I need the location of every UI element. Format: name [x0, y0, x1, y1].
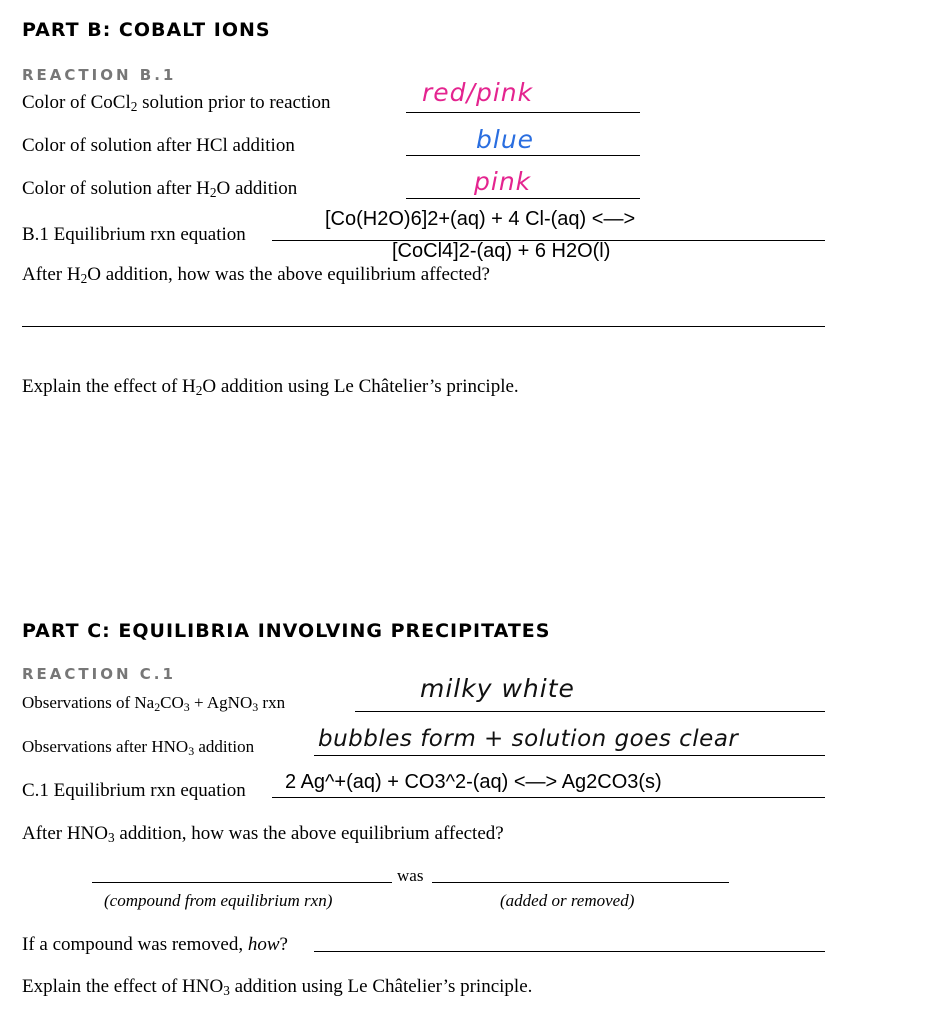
answer-line-c1-after-hno3	[314, 755, 825, 756]
question-c1-equation: C.1 Equilibrium rxn equation	[22, 780, 246, 801]
answer-after-h2o: pink	[474, 167, 532, 196]
question-b1-explain: Explain the effect of $H_2O$ addition using Le Châtelier’s principle.	[22, 376, 519, 398]
answer-line-b1-affected	[22, 326, 825, 327]
answer-c1-observations: milky white	[420, 674, 575, 703]
answer-line-c1-equation	[272, 797, 825, 798]
answer-color-prior: red/pink	[422, 78, 534, 107]
answer-line-removed-how	[314, 951, 825, 952]
question-after-hcl: Color of solution after HCl addition	[22, 135, 295, 156]
answer-b1-equation-line2: [CoCl4]2-(aq) + 6 H2O(l)	[392, 240, 611, 262]
question-c1-removed-how: If a compound was removed, how?	[22, 934, 288, 955]
answer-line-color-prior	[406, 112, 640, 113]
answer-c1-after-hno3: bubbles form + solution goes clear	[318, 726, 739, 752]
was-label: was	[397, 866, 424, 885]
question-b1-affected: After $H_2O$ addition, how was the above equilibrium affected?	[22, 264, 490, 286]
answer-line-after-hcl	[406, 155, 640, 156]
part-b-title: PART B: COBALT IONS	[22, 19, 271, 41]
caption-compound: (compound from equilibrium rxn)	[104, 891, 333, 910]
part-c-title: PART C: EQUILIBRIA INVOLVING PRECIPITATES	[22, 620, 551, 642]
answer-line-added-removed	[432, 882, 729, 883]
answer-line-compound	[92, 882, 392, 883]
question-after-h2o: Color of solution after $H_2O$ addition	[22, 178, 298, 200]
question-c1-after-hno3: Observations after $HNO_3$ addition	[22, 737, 255, 758]
answer-line-c1-observations	[355, 711, 825, 712]
question-c1-observations: Observations of $Na_2CO_3$ + AgNO$_3$ rxn	[22, 693, 286, 714]
answer-b1-equation-line1: [Co(H2O)6]2+(aq) + 4 Cl-(aq) <—>	[325, 208, 636, 230]
answer-c1-equation: 2 Ag^+(aq) + CO3^2-(aq) <—> Ag2CO3(s)	[285, 771, 662, 793]
question-c1-explain: Explain the effect of $HNO_3$ addition using Le Châtelier’s principle.	[22, 976, 533, 998]
question-c1-affected: After $HNO_3$ addition, how was the above equilibrium affected?	[22, 823, 504, 845]
answer-after-hcl: blue	[476, 125, 535, 154]
question-color-prior: Color of CoCl$_2$ solution prior to reaction	[22, 92, 331, 114]
caption-added-removed: (added or removed)	[500, 891, 635, 910]
answer-line-after-h2o	[406, 198, 640, 199]
reaction-c1-title: REACTION C.1	[22, 665, 176, 683]
reaction-b1-title: REACTION B.1	[22, 66, 177, 84]
question-b1-equation: B.1 Equilibrium rxn equation	[22, 224, 246, 245]
